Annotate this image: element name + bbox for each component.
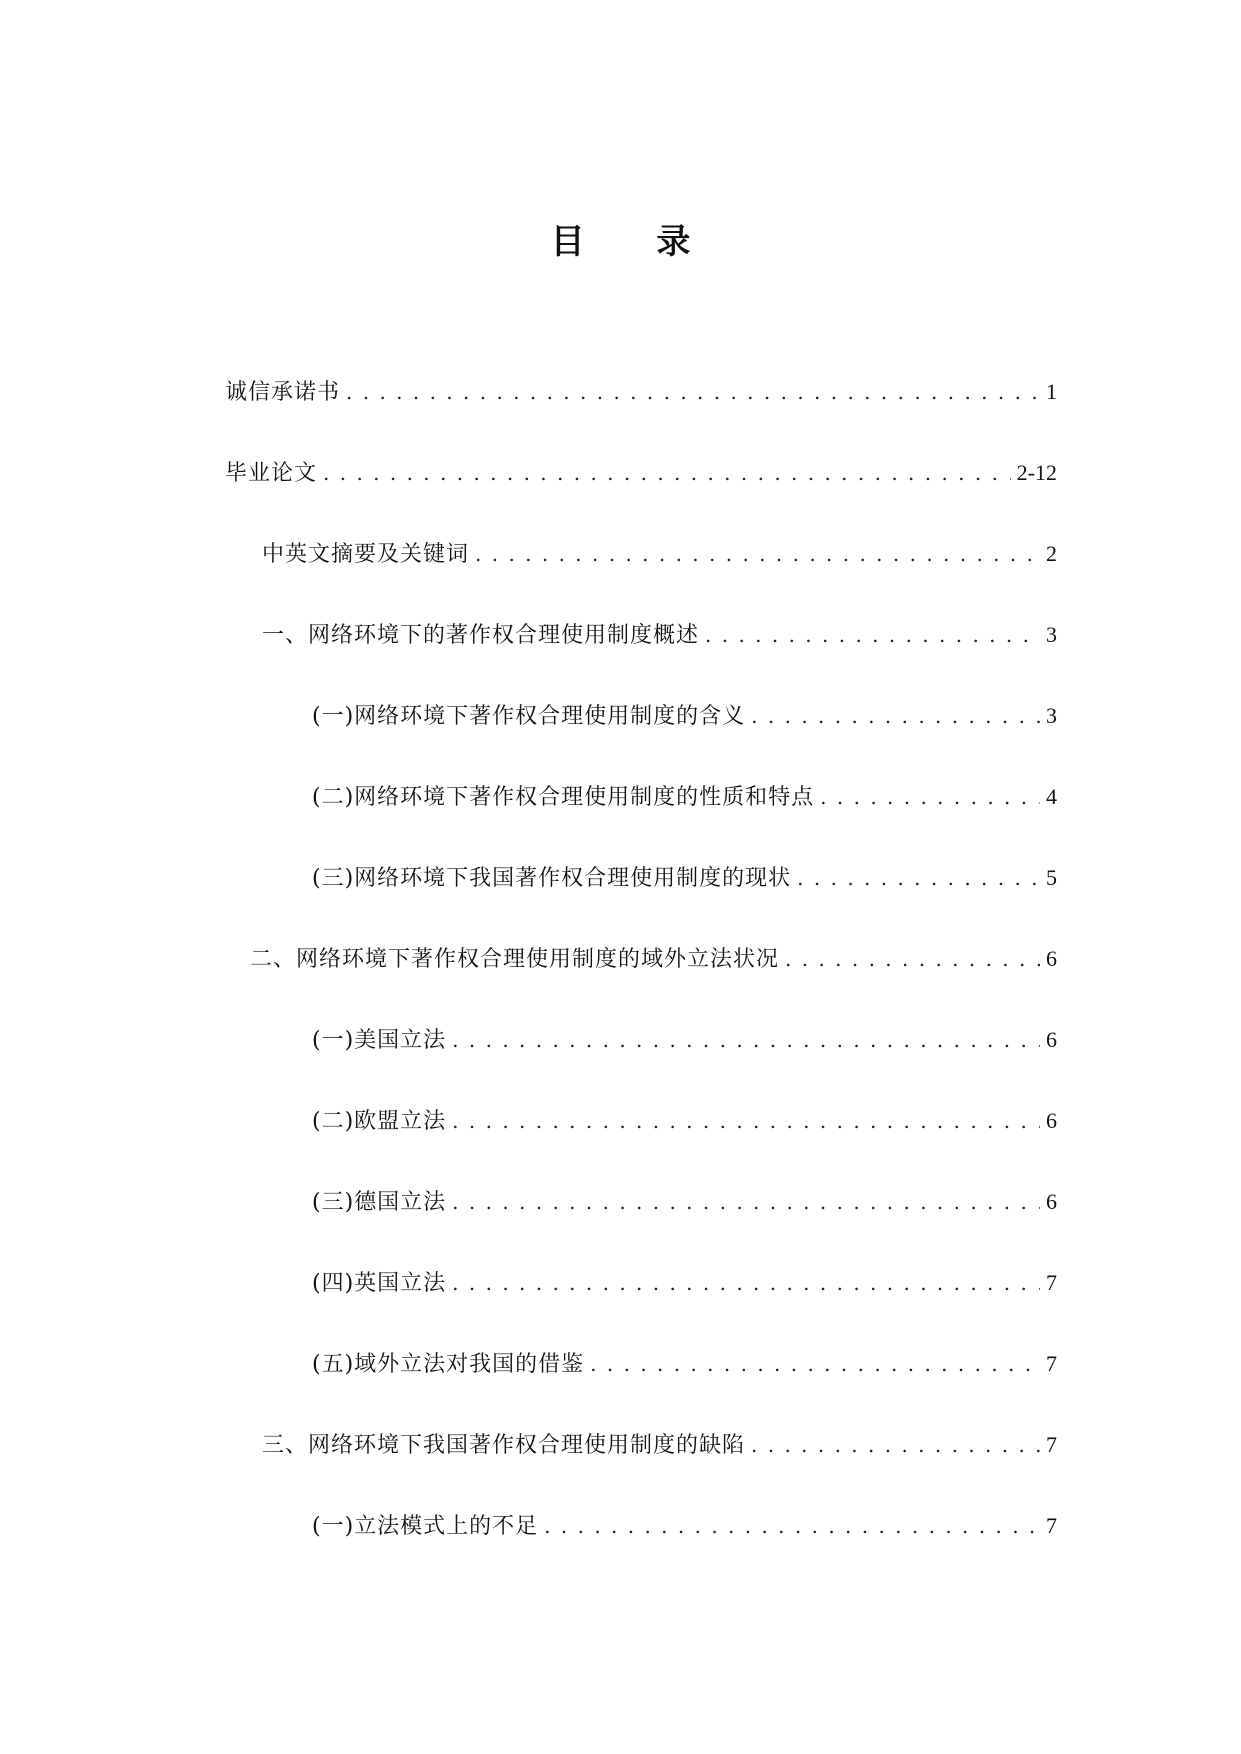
toc-leader-dots xyxy=(544,1509,1040,1543)
toc-leader-dots xyxy=(785,942,1040,976)
toc-leader-dots xyxy=(452,1023,1040,1057)
toc-entry-page: 7 xyxy=(1046,1513,1057,1538)
toc-entry[interactable] xyxy=(312,1266,1057,1300)
toc-entry-label: (二)网络环境下著作权合理使用制度的性质和特点 xyxy=(312,785,815,810)
toc-leader-dots xyxy=(475,537,1040,571)
toc-entry-page: 6 xyxy=(1046,946,1057,971)
toc-entry-label: (二)欧盟立法 xyxy=(312,1109,447,1134)
toc-entry-page: 1 xyxy=(1046,379,1057,404)
toc-entry-page: 3 xyxy=(1046,622,1057,647)
toc-leader-dots xyxy=(751,1428,1040,1462)
toc-entry-label: (五)域外立法对我国的借鉴 xyxy=(312,1352,585,1377)
toc-entry[interactable] xyxy=(312,780,1057,814)
toc-leader-dots xyxy=(452,1266,1040,1300)
toc-leader-dots xyxy=(751,699,1040,733)
toc-entry-label: 三、网络环境下我国著作权合理使用制度的缺陷 xyxy=(262,1433,746,1458)
toc-entry[interactable] xyxy=(312,699,1057,733)
toc-entry-label: 诚信承诺书 xyxy=(225,380,341,405)
toc-leader-dots xyxy=(797,861,1040,895)
toc-entry[interactable] xyxy=(225,375,1057,409)
toc-entry[interactable] xyxy=(312,1509,1057,1543)
page-title: 目 录 xyxy=(550,222,721,262)
toc-leader-dots xyxy=(705,618,1040,652)
toc-entry[interactable] xyxy=(262,1428,1057,1462)
toc-entry-page: 3 xyxy=(1046,703,1057,728)
toc-entry-page: 7 xyxy=(1046,1270,1057,1295)
toc-entry-page: 7 xyxy=(1046,1432,1057,1457)
toc-entry-label: 毕业论文 xyxy=(225,461,318,486)
toc-entry-label: (一)网络环境下著作权合理使用制度的含义 xyxy=(312,704,746,729)
toc-entry-page: 6 xyxy=(1046,1108,1057,1133)
toc-entry-page: 4 xyxy=(1046,784,1057,809)
toc-entry-page: 2-12 xyxy=(1016,460,1057,485)
toc-entry-label: (三)网络环境下我国著作权合理使用制度的现状 xyxy=(312,866,792,891)
toc-entry[interactable] xyxy=(262,618,1057,652)
toc-entry-page: 2 xyxy=(1046,541,1057,566)
toc-entry-label: 中英文摘要及关键词 xyxy=(262,542,470,567)
toc-entry-label: 二、网络环境下著作权合理使用制度的域外立法状况 xyxy=(250,947,780,972)
toc-entry-page: 5 xyxy=(1046,865,1057,890)
toc-leader-dots xyxy=(590,1347,1040,1381)
toc-entry[interactable] xyxy=(225,456,1057,490)
toc-entry[interactable] xyxy=(312,1185,1057,1219)
toc-entry-label: (四)英国立法 xyxy=(312,1271,447,1296)
toc-entry-label: (三)德国立法 xyxy=(312,1190,447,1215)
toc-entry-page: 6 xyxy=(1046,1189,1057,1214)
toc-entry-label: 一、网络环境下的著作权合理使用制度概述 xyxy=(262,623,700,648)
toc-leader-dots xyxy=(346,375,1040,409)
toc-entry[interactable] xyxy=(312,861,1057,895)
toc-leader-dots xyxy=(452,1104,1040,1138)
toc-entry-label: (一)立法模式上的不足 xyxy=(312,1514,539,1539)
toc-entry-label: (一)美国立法 xyxy=(312,1028,447,1053)
toc-leader-dots xyxy=(323,456,1011,490)
toc-entry-page: 7 xyxy=(1046,1351,1057,1376)
toc-entry[interactable] xyxy=(250,942,1057,976)
toc-entry-page: 6 xyxy=(1046,1027,1057,1052)
toc-entry[interactable] xyxy=(312,1104,1057,1138)
toc-leader-dots xyxy=(820,780,1040,814)
toc-entry[interactable] xyxy=(312,1347,1057,1381)
toc-leader-dots xyxy=(452,1185,1040,1219)
toc-entry[interactable] xyxy=(262,537,1057,571)
toc-entry[interactable] xyxy=(312,1023,1057,1057)
